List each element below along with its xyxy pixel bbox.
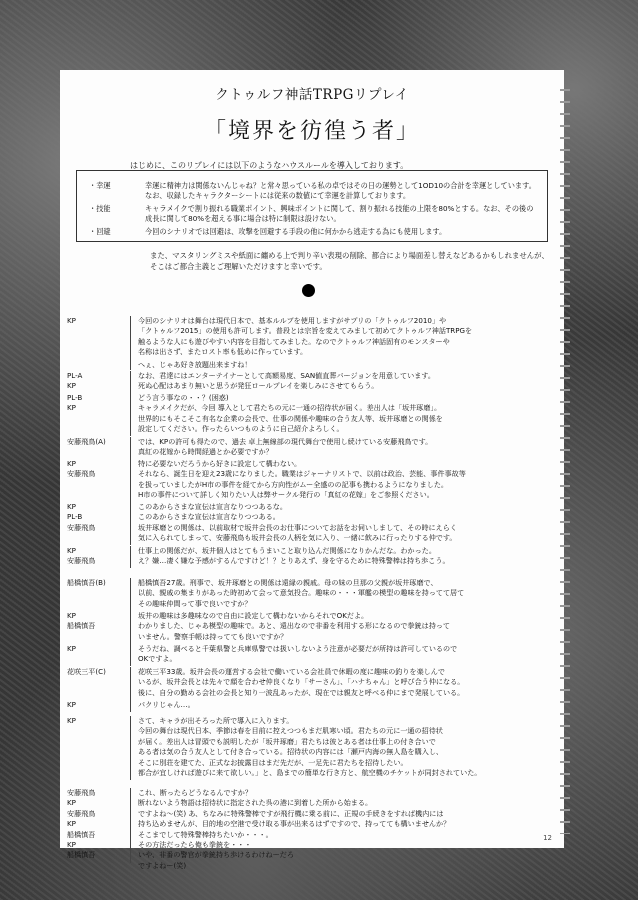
dialogue-entry xyxy=(60,788,564,873)
line-text: 仕事上の関係だが、坂井個人はとてもうまいこと取り込んだ関係になりかんだな。わかった。 え？嫌…凄く嫌な予感がするんですけど！？とりあえず、身を守るために特殊警棒は持ち歩こう。 xyxy=(138,546,450,566)
dialogue-entry xyxy=(60,316,564,360)
rule-text: 幸運に精神力は関係ないんじゃね？と常々思っている私の卓ではその日の運勢として1OD10の合計を幸運としています。なお、収録したキャラクターシートには従来の数値にて幸運を計算しております。 xyxy=(145,181,536,201)
speaker: 花咲三平(C) xyxy=(67,667,106,676)
rule-text: キャラメイクで割り振れる職業ポイント、興味ポイントに関して、割り振れる技能の上限を80%とする。なお、その後の成長に関して80%を超える事に場合は特に制限は設けない。 xyxy=(145,204,534,224)
intro-text: はじめに、このリプレイには以下のようなハウスルールを導入しております。 xyxy=(130,161,409,170)
section-bullet xyxy=(302,284,315,297)
speaker: KP 安藤飛鳥 xyxy=(67,459,96,479)
line-text: そうだね、調べると千葉県警と兵庫県警では扱いしないよう注意が必要だが所持は許可しているので OKですよ。 xyxy=(138,644,458,664)
scenario-title: 「境界を彷徨う者」 xyxy=(203,119,420,144)
dialogue-entry xyxy=(60,716,564,780)
disclaimer-note: また、マスタリングミスや紙面に纏める上で判り辛い表現の削除、都合により場面差し替えなどあるかもしれませんが、そこはご都合主義とご理解いただけますと幸いです。 xyxy=(150,251,549,271)
rule-label: ・回避 xyxy=(89,227,111,236)
dialogue-entry xyxy=(60,667,564,700)
speaker: KP 船橋慎吾 xyxy=(67,611,96,631)
line-text: 特に必要ないだろうから好きに設定して構わない。 それなら、誕生日を迎え23歳になりました。職業はジャーナリストで、以前は政治、芸能、事件事故等 を扱っていましたがH市の事件を経てから方向性がムー全盛のの記事も携わるようになりました。 H市の事件について詳しく知りたい人は弊サークル発行の「真紅の花嫁」をご参照ください。 xyxy=(138,459,466,500)
line-text: 坂井の趣味は多趣味なので自由に設定して構わないからそれでOKだよ。 わかりました、じゃあ模型の趣味で。あと、遠出なので非番を利用する形になるので拳銃は持って いません。警察手帳は持ってても良いですか？ xyxy=(138,611,450,641)
speaker: KP PL-B 安藤飛鳥 xyxy=(67,502,96,532)
speaker: KP xyxy=(67,316,76,325)
page-number: 12 xyxy=(543,834,552,842)
speaker: PL-B KP xyxy=(67,393,83,413)
dialogue-entry xyxy=(60,578,564,611)
dialogue-entry xyxy=(60,700,564,712)
dialogue-entry xyxy=(60,360,564,370)
line-text: さて、キャラが出そろった所で導入に入ります。 今回の舞台は現代日本、季節は春を目前に控えつつもまだ肌寒い頃。君たちの元に一通の招待状 が届く。差出人は冒頭でも説明したが「坂井琢磨」君たちは彼とある者は仕事上の付き合いで ある者は気の合う友人として付き合っている。招待状の内容には「瀬戸内海の無人島を購入し、 そこに別荘を建てた、正式なお披露目はまだ先だが、一足先に君たちを招待したい。 都合が宜しければ遊びに来て欲しい。」と、島までの簡単な行き方と、航空機のチケットが同封されていた。 xyxy=(138,716,482,778)
line-text: へぇ、じゃあ好き放題出来ますね！ xyxy=(138,360,252,369)
rule-label: ・幸運 xyxy=(89,181,111,190)
line-text: パクリじゃん…。 xyxy=(138,700,195,709)
speaker: KP 安藤飛鳥 xyxy=(67,546,96,566)
dialogue-entry xyxy=(60,611,564,644)
speaker: 安藤飛鳥 KP 安藤飛鳥 KP 船橋慎吾 KP 船橋慎吾 xyxy=(67,788,96,860)
dialogue-entry xyxy=(60,502,564,545)
dialogue-entry xyxy=(60,437,564,459)
dialogue-entry xyxy=(60,371,564,393)
speaker: KP xyxy=(67,700,76,709)
speaker: PL-A KP xyxy=(67,371,83,391)
line-text: 花咲三平33歳。坂井会長の運営する会社で働いている会社員で休暇の度に趣味の釣りを楽しんで いるが、坂井会長とは先々で顔を合わせ仲良くなり「サーさん」、「ハナちゃん」と呼び合う仲になる。 後に、自分の勤める会社の会長と知り一波乱あったが、現在では親友と呼べる仲にまで発展している。 xyxy=(138,667,465,697)
line-text: では、KPの許可も得たので、過去 卓上無線部の現代舞台で使用し続けている安藤飛鳥です。 真紅の花嫁から時間経過とか必要ですか？ xyxy=(138,437,433,457)
line-text: なお、君達にはエンターテイナーとして高額易度、SAN値直葬バージョンを用意しています。 死ぬ心配はあまり無いと思うが発狂ロールプレイを楽しみにさせてもらう。 xyxy=(138,371,435,391)
series-title: クトゥルフ神話TRPGリプレイ xyxy=(215,87,409,103)
rule-label: ・技能 xyxy=(89,204,111,213)
page-paper xyxy=(60,70,564,870)
dialogue-entry xyxy=(60,644,564,666)
house-rules-box xyxy=(76,170,548,242)
line-text: このあからさまな宣伝は宣言なりつつあるな。 このあからさまな宣伝は宣言なりつつある。 坂井琢磨との関係は、以前取材で坂井会長のお仕事についてお話をお伺いしまして、その時にえらく 気に入られてしまって、安藤飛鳥も坂井会長の人柄を気に入り、一緒に飲みに行ったりする仲です。 xyxy=(138,502,457,543)
dialogue-entry xyxy=(60,546,564,568)
speaker: KP xyxy=(67,644,76,653)
dialogue-entry xyxy=(60,393,564,436)
line-text: 今回のシナリオは舞台は現代日本で、基本ルルブを使用しますがサプリの「クトゥルフ2010」や 「クトゥルフ2015」の使用も許可します。普段とは宗旨を変えてみまして初めてクトゥルフ神話TRPGを 触るような人にも遊びやすい内容を目指してみました。なのでクトゥルフ神話固有のモンスターや 名称は出さず、またロスト率も低めに作っています。 xyxy=(138,316,473,357)
speaker: 安藤飛鳥(A) xyxy=(67,437,106,446)
speaker: KP xyxy=(67,716,76,725)
dialogue-entry xyxy=(60,459,564,502)
line-text: 船橋慎吾27歳。刑事で、坂井琢磨との関係は遠縁の親戚。母の妹の旦那の父親が坂井琢磨で、 以前、親戚の集まりがあった時初めて会って意気投合。趣味の・・・軍艦の模型の趣味を持ってて居て その趣味仲間って事で良いですか？ xyxy=(138,578,465,608)
line-text: どう言う事なの・・？(困惑) キャラメイクだが、今回 導入として君たちの元に一通の招待状が届く。差出人は「坂井琢磨」。 世界的にもそこそこ有名な企業の会長で、仕事の関係や趣味の合う友人等、坂井琢磨との関係を 設定してください。作ったらいつものように自己紹介よろしく。 xyxy=(138,393,443,434)
speaker: 船橋慎吾(B) xyxy=(67,578,106,587)
line-text: これ、断ったらどうなるんですか？ 断れないよう物語は招待状に指定された呉の港に到着した所から始まる。 ですよね～(笑) あ、ちなみに特殊警棒ですが飛行機に乗る前に、正規の手続きをすれば機内には 持ち込めませんが、目的地の空港で受け取る事が出来るはずですので、持ってても構いませんか？ そこまでして特殊警棒持ちたいか・・・。 その方法だったら俺も拳銃を・・・ いや、非番の警官が拳銃持ち歩けるわけねーだろ ですよねー(笑) xyxy=(138,788,451,870)
rule-text: 今回のシナリオでは回避は、攻撃を回避する手段の他に何かから逃走する為にも使用します。 xyxy=(145,227,447,236)
